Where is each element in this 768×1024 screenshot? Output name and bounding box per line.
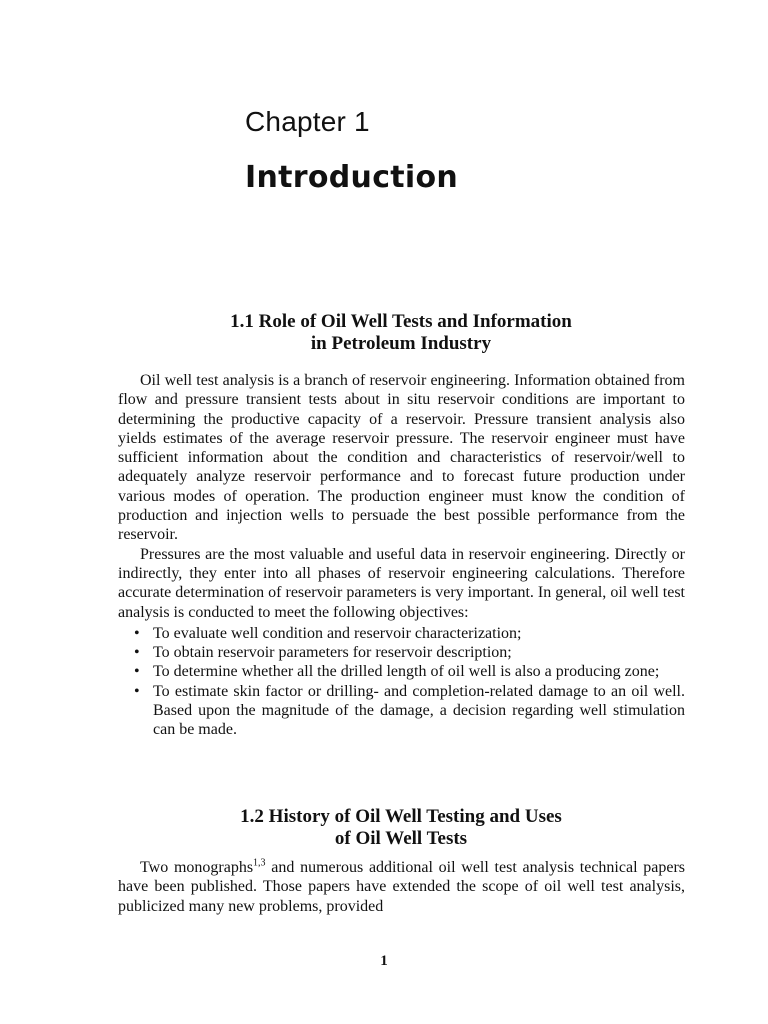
- paragraph-text: Two monographs: [140, 859, 254, 876]
- section-heading-1-1: [118, 311, 684, 355]
- objectives-list: [118, 624, 685, 740]
- citation-superscript: 1,3: [253, 857, 266, 869]
- list-item: [118, 682, 685, 740]
- bullet-icon: •: [134, 682, 140, 700]
- list-item-text: To estimate skin factor or drilling- and completion-related damage to an oil well. Based upon the magnitude of the damage, a decision regarding well stimulation can be made.: [153, 682, 685, 739]
- page-number: 1: [380, 953, 388, 969]
- paragraph: Oil well test analysis is a branch of reservoir engineering. Information obtained from flow and pressure transient tests about in situ reservoir conditions are important to determining the productive capacity of a reservoir. Pressure transient analysis also yields estimates of the average reservoir pressure. The reservoir engineer must have sufficient information about the condition and characteristics of reservoir/well to adequately analyze reservoir performance and to forecast future production under various modes of operation. The production engineer must know the condition of production and injection wells to persuade the best possible performance from the reservoir.: [118, 372, 685, 544]
- list-item: [118, 643, 685, 662]
- paragraph-text: and numerous additional oil well test analysis technical papers have been published. Those papers have extended the scope of oil well test analysis, publicized many new problems, provided: [118, 859, 686, 915]
- bullet-icon: •: [134, 663, 140, 681]
- list-item-text: To determine whether all the drilled length of oil well is also a producing zone;: [153, 663, 660, 681]
- paragraph: [118, 858, 685, 916]
- section-heading-line: 1.1 Role of Oil Well Tests and Information: [230, 311, 572, 332]
- section-heading-line: in Petroleum Industry: [310, 333, 492, 354]
- section-1-2-body: [118, 858, 685, 916]
- list-item-text: To evaluate well condition and reservoir characterization;: [153, 624, 522, 642]
- list-item-text: To obtain reservoir parameters for reservoir description;: [153, 644, 512, 662]
- section-heading-line: 1.2 History of Oil Well Testing and Uses: [240, 806, 562, 827]
- section-heading-line: of Oil Well Tests: [334, 828, 468, 849]
- section-1-1-body: [118, 371, 685, 740]
- list-item: [118, 624, 685, 643]
- section-heading-1-2: [118, 806, 684, 850]
- chapter-label: Chapter 1: [245, 106, 370, 137]
- bullet-icon: •: [134, 644, 140, 662]
- paragraph: Pressures are the most valuable and useful data in reservoir engineering. Directly or indirectly, they enter into all phases of reservoir engineering calculations. Therefore accurate determination of reservoir parameters is very important. In general, oil well test analysis is conducted to meet the following objectives:: [118, 545, 685, 621]
- chapter-title: Introduction: [245, 160, 459, 195]
- bullet-icon: •: [134, 624, 140, 642]
- list-item: [118, 662, 685, 681]
